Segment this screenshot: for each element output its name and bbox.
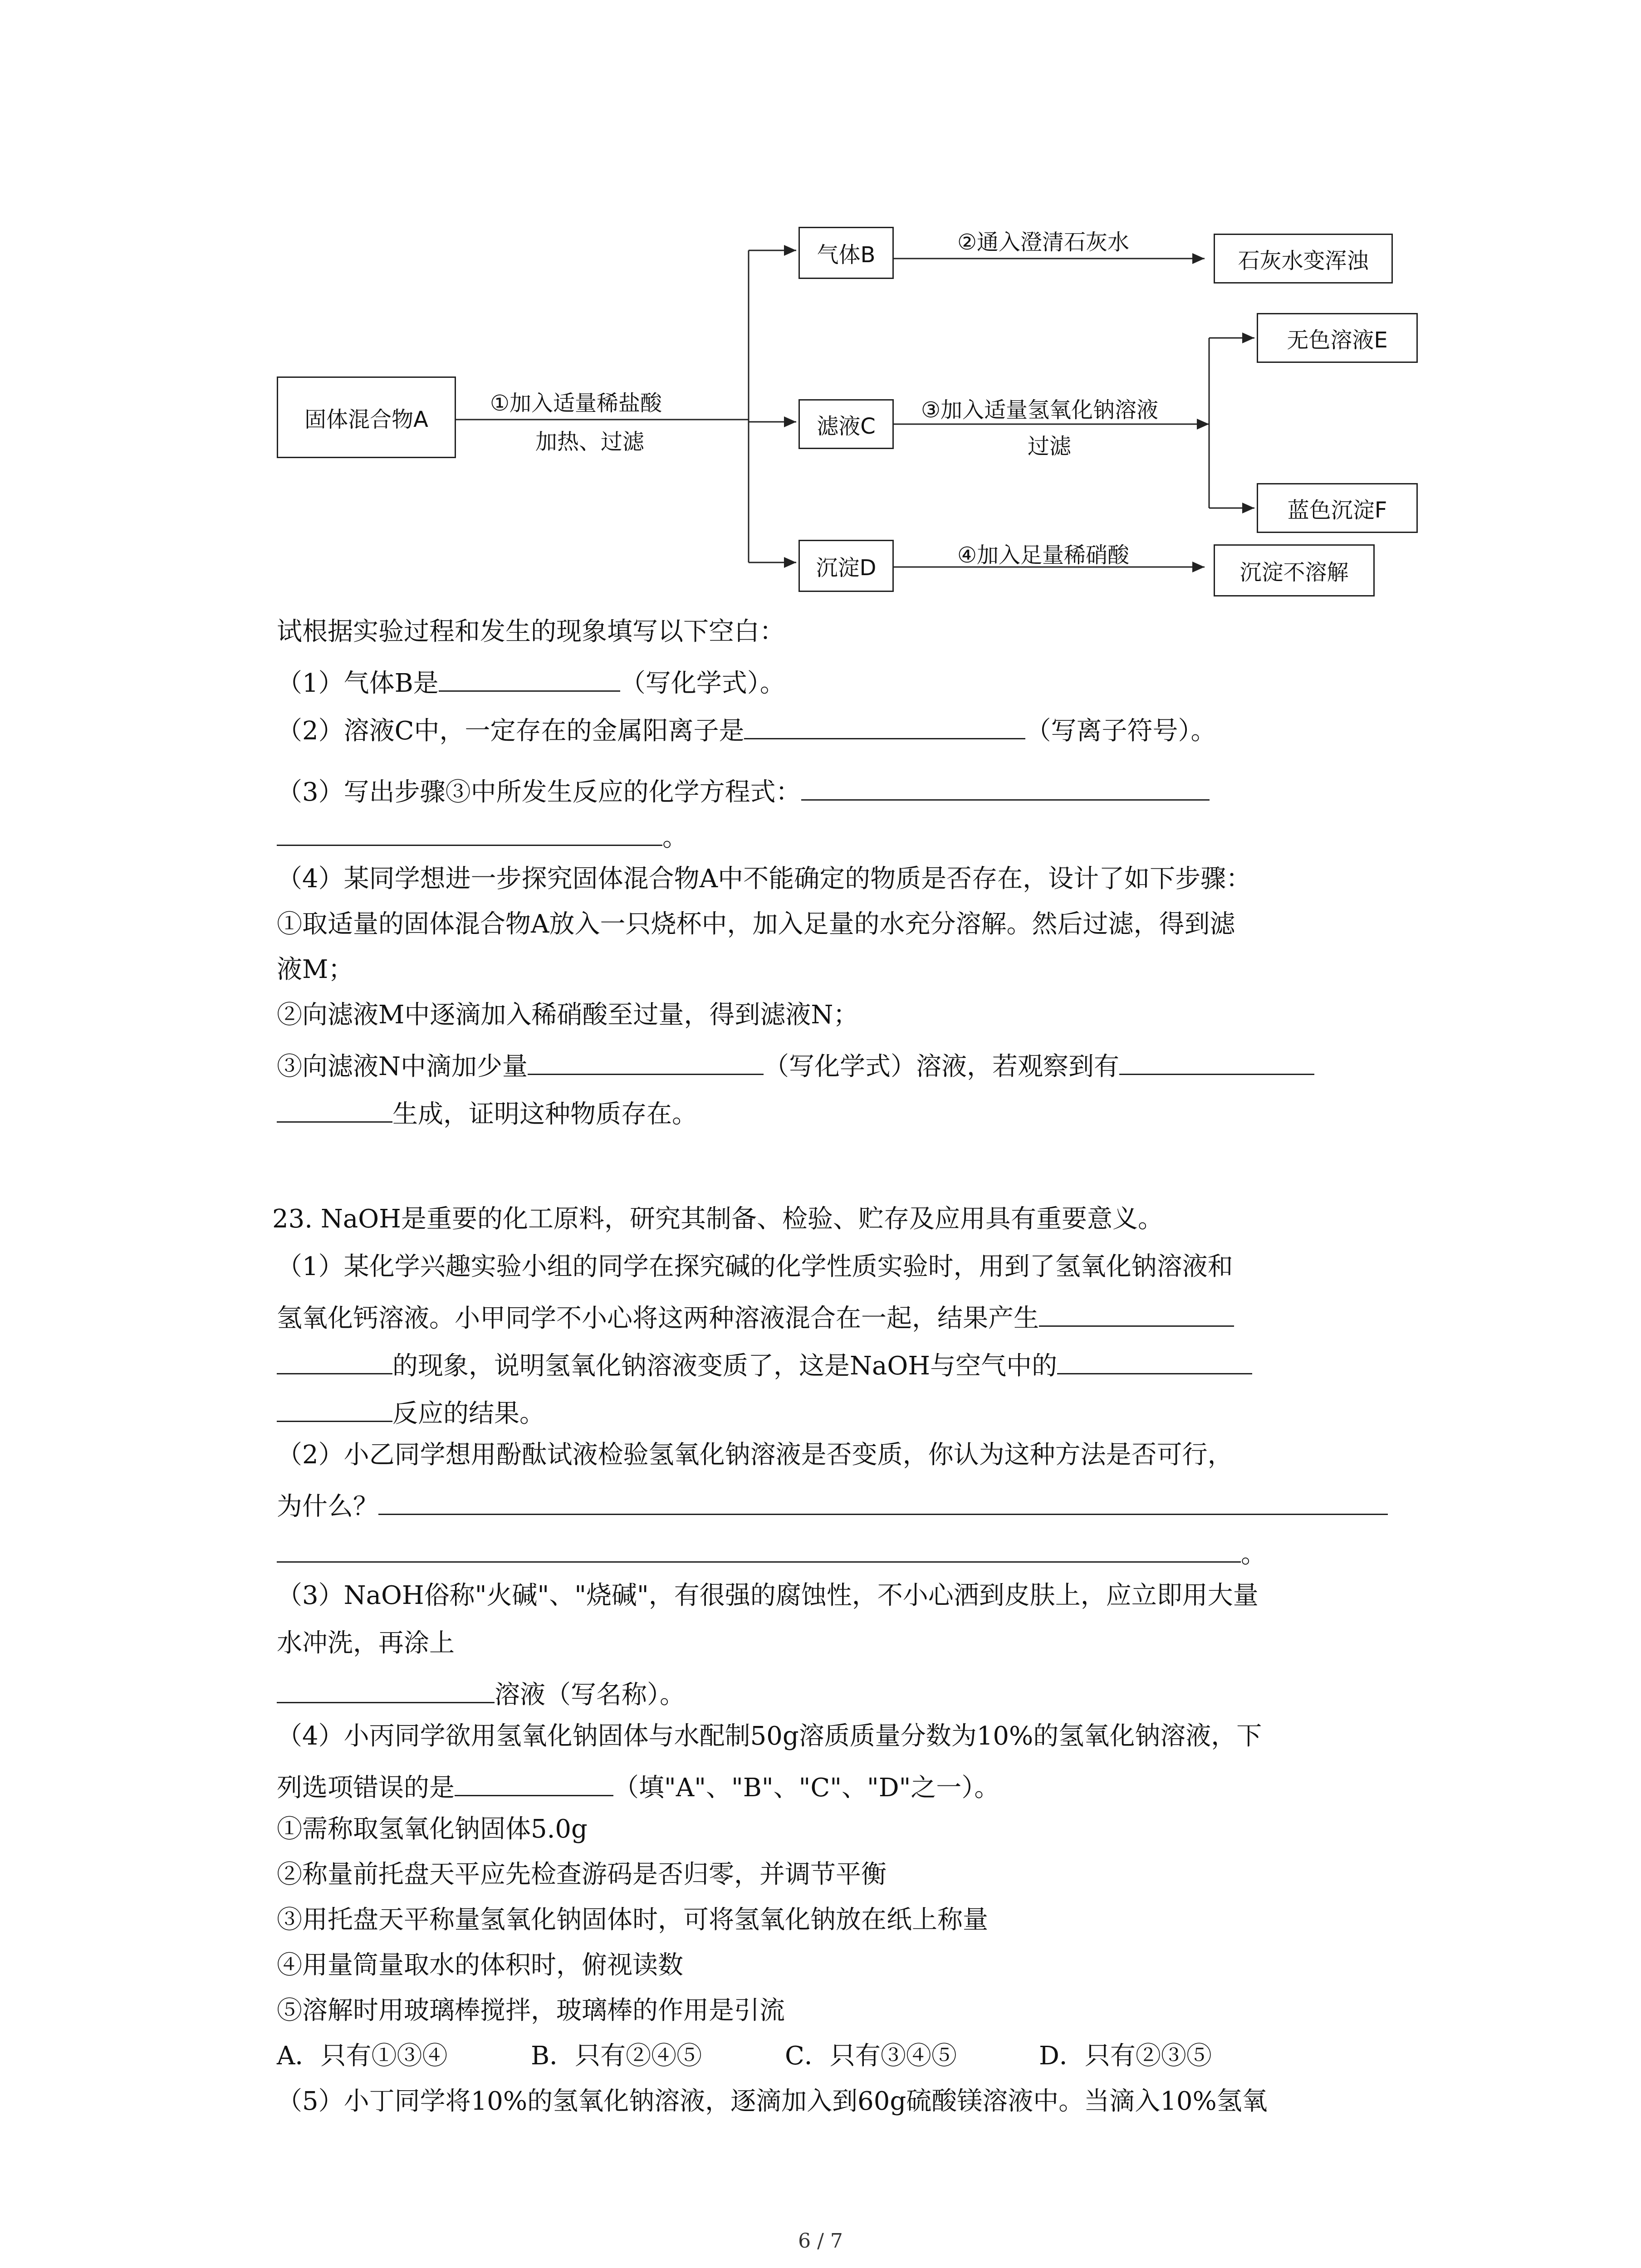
q22-part4: （4）某同学想进一步探究固体混合物A中不能确定的物质是否存在，设计了如下步骤： bbox=[277, 864, 1252, 894]
q23-part3-end: 溶液（写名称）。 bbox=[495, 1680, 685, 1710]
answer-blank[interactable] bbox=[801, 776, 1210, 801]
label-step2: ②通入澄清石灰水 bbox=[957, 230, 1130, 255]
box-limewater-turbid: 石灰水变浑浊 bbox=[1214, 234, 1393, 284]
box-gas-b: 气体B bbox=[798, 227, 894, 279]
q23-part1-line3 bbox=[0, 1349, 1252, 1379]
q22-part1 bbox=[0, 667, 785, 696]
answer-blank[interactable] bbox=[277, 1538, 1241, 1563]
q23-part1-text: 氢氧化钙溶液。小甲同学不小心将这两种溶液混合在一起，结果产生 bbox=[277, 1304, 1039, 1333]
q23-part1-line4 bbox=[0, 1397, 545, 1427]
q22-step3-mid: （写化学式）溶液，若观察到有 bbox=[764, 1052, 1119, 1081]
q23-part2-line3 bbox=[0, 1538, 1266, 1567]
q22-intro: 试根据实验过程和发生的现象填写以下空白： bbox=[277, 617, 785, 646]
answer-blank[interactable] bbox=[277, 1098, 392, 1123]
q23-option-1: ①需称取氢氧化钠固体5.0g bbox=[277, 1814, 588, 1844]
q22-part3-end: 。 bbox=[662, 823, 688, 852]
q22-step1-cont: 液M； bbox=[277, 955, 354, 984]
label-step4: ④加入足量稀硝酸 bbox=[957, 543, 1130, 568]
q23-part2-text: 为什么？ bbox=[277, 1492, 378, 1521]
flow-diagram bbox=[0, 0, 1641, 635]
answer-blank[interactable] bbox=[1039, 1302, 1234, 1327]
choice-d: D．只有②③⑤ bbox=[1039, 2041, 1212, 2071]
q22-step3 bbox=[0, 1050, 1314, 1080]
q22-part3 bbox=[0, 776, 1210, 805]
q22-part1-text: （1）气体B是 bbox=[277, 669, 439, 698]
box-colorless-solution-e: 无色溶液E bbox=[1257, 313, 1418, 363]
q22-part2-text: （2）溶液C中，一定存在的金属阳离子是 bbox=[277, 716, 745, 746]
choice-b: B．只有②④⑤ bbox=[531, 2041, 702, 2071]
q22-step3-cont bbox=[0, 1098, 697, 1127]
q23-title: 23. NaOH是重要的化工原料，研究其制备、检验、贮存及应用具有重要意义。 bbox=[272, 1204, 1163, 1234]
q23-option-5: ⑤溶解时用玻璃棒搅拌，玻璃棒的作用是引流 bbox=[277, 1996, 785, 2025]
q23-part3-line3 bbox=[0, 1678, 685, 1708]
q23-part2-end: 。 bbox=[1241, 1540, 1266, 1569]
label-step1-a: ①加入适量稀盐酸 bbox=[490, 391, 662, 416]
q22-step3-text: ③向滤液N中滴加少量 bbox=[277, 1052, 528, 1081]
q22-part3-text: （3）写出步骤③中所发生反应的化学方程式： bbox=[277, 777, 801, 807]
q23-part3-line2: 水冲洗，再涂上 bbox=[277, 1628, 455, 1658]
box-precipitate-insoluble: 沉淀不溶解 bbox=[1214, 544, 1375, 596]
box-solid-mixture-a: 固体混合物A bbox=[277, 376, 456, 458]
answer-blank[interactable] bbox=[277, 1349, 392, 1374]
answer-blank[interactable] bbox=[528, 1050, 764, 1075]
answer-blank[interactable] bbox=[455, 1771, 613, 1796]
q23-option-3: ③用托盘天平称量氢氧化钠固体时，可将氢氧化钠放在纸上称量 bbox=[277, 1905, 988, 1935]
answer-blank[interactable] bbox=[744, 714, 1025, 739]
q23-choices bbox=[0, 2043, 1212, 2069]
q23-part4-text: 列选项错误的是 bbox=[277, 1773, 455, 1803]
answer-blank[interactable] bbox=[439, 667, 620, 692]
q23-part2-line2 bbox=[0, 1490, 1388, 1520]
q23-part2: （2）小乙同学想用酚酞试液检验氢氧化钠溶液是否变质，你认为这种方法是否可行， bbox=[277, 1440, 1233, 1470]
box-blue-precipitate-f: 蓝色沉淀F bbox=[1257, 483, 1418, 533]
q23-part3: （3）NaOH俗称"火碱"、"烧碱"，有很强的腐蚀性，不小心洒到皮肤上，应立即用大量 bbox=[277, 1581, 1259, 1610]
q23-part4-line2 bbox=[0, 1771, 999, 1801]
q22-part2-note: （写离子符号）。 bbox=[1025, 716, 1216, 746]
page-number: 6 / 7 bbox=[798, 2229, 843, 2253]
q23-part1-line2 bbox=[0, 1302, 1234, 1331]
box-filtrate-c: 滤液C bbox=[798, 399, 894, 449]
q23-part4: （4）小丙同学欲用氢氧化钠固体与水配制50g溶质质量分数为10%的氢氧化钠溶液，下 bbox=[277, 1721, 1262, 1751]
answer-blank[interactable] bbox=[277, 1397, 392, 1422]
box-precipitate-d: 沉淀D bbox=[798, 540, 894, 592]
q22-step2: ②向滤液M中逐滴加入稀硝酸至过量，得到滤液N； bbox=[277, 1000, 859, 1030]
label-step3-b: 过滤 bbox=[1028, 434, 1072, 459]
choice-a: A．只有①③④ bbox=[277, 2041, 448, 2071]
q23-part1-mid: 的现象，说明氢氧化钠溶液变质了，这是NaOH与空气中的 bbox=[392, 1351, 1058, 1381]
q22-step3-end: 生成，证明这种物质存在。 bbox=[392, 1100, 697, 1129]
answer-blank[interactable] bbox=[1057, 1349, 1252, 1374]
answer-blank[interactable] bbox=[378, 1490, 1388, 1515]
q23-part1-end: 反应的结果。 bbox=[392, 1399, 545, 1428]
answer-blank[interactable] bbox=[1119, 1050, 1314, 1075]
q23-part1: （1）某化学兴趣实验小组的同学在探究碱的化学性质实验时，用到了氢氧化钠溶液和 bbox=[277, 1252, 1233, 1281]
q22-part3-cont bbox=[0, 821, 688, 850]
q23-part4-note: （填"A"、"B"、"C"、"D"之一）。 bbox=[613, 1773, 1000, 1803]
choice-c: C．只有③④⑤ bbox=[785, 2041, 957, 2071]
label-step1-b: 加热、过滤 bbox=[535, 429, 645, 455]
answer-blank[interactable] bbox=[277, 821, 662, 846]
q23-option-4: ④用量筒量取水的体积时，俯视读数 bbox=[277, 1950, 683, 1980]
label-step3-a: ③加入适量氢氧化钠溶液 bbox=[921, 397, 1159, 423]
q23-option-2: ②称量前托盘天平应先检查游码是否归零，并调节平衡 bbox=[277, 1860, 887, 1889]
answer-blank[interactable] bbox=[277, 1678, 495, 1703]
q22-part1-note: （写化学式）。 bbox=[620, 669, 785, 698]
q22-step1: ①取适量的固体混合物A放入一只烧杯中，加入足量的水充分溶解。然后过滤，得到滤 bbox=[277, 909, 1235, 939]
q22-part2 bbox=[0, 714, 1216, 744]
q23-part5: （5）小丁同学将10%的氢氧化钠溶液，逐滴加入到60g硫酸镁溶液中。当滴入10%氢氧 bbox=[277, 2087, 1268, 2116]
